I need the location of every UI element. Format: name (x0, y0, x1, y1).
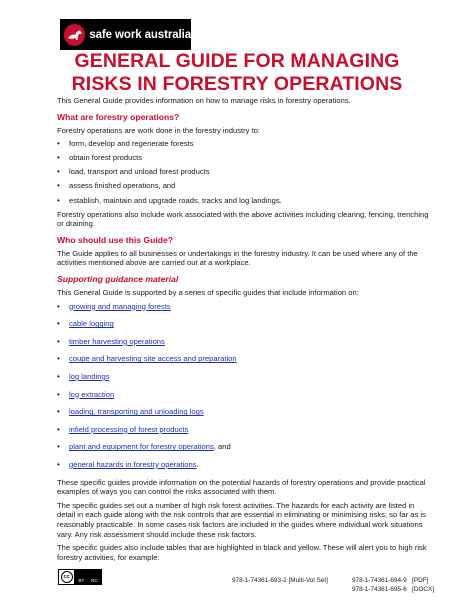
guide-link-infield-processing[interactable]: infield processing of forest products (69, 424, 189, 434)
isbn-pdf-row (352, 576, 434, 585)
intro-paragraph: This General Guide provides information on how to manage risks in forestry operations. (57, 96, 351, 105)
safe-work-australia-logo (60, 19, 191, 50)
footer-isbn-formats (352, 576, 434, 594)
isbn-docx: 978-1-74361-695-6 (352, 586, 407, 593)
guide-link-plant-equipment[interactable]: plant and equipment for forestry operations (69, 442, 214, 452)
guide-link-coupe-site-access[interactable]: coupe and harvesting site access and preparation (69, 354, 237, 364)
guide-link-loading-transporting[interactable]: loading, transporting and unloading logs (69, 407, 204, 417)
guide-link-log-extraction[interactable]: log extraction (69, 389, 115, 399)
list-item (57, 372, 429, 382)
list-item: • obtain forest products (57, 153, 429, 163)
section2-body: The Guide applies to all businesses or undertakings in the forestry industry. It can be used where any of the activities mentioned above are carried out at a workplace. (57, 248, 418, 268)
list-item (57, 460, 429, 470)
section3-para1: These specific guides provide information on the potential hazards of forestry operations and provide practical examples of ways you can control the risks associated with them. (57, 477, 426, 497)
isbn-pdf: 978-1-74361-694-9 (352, 577, 407, 584)
list-item (57, 442, 429, 452)
list-item (57, 354, 429, 364)
creative-commons-license-badge[interactable] (58, 569, 102, 585)
forestry-operations-list (57, 139, 429, 205)
specific-guides-list (57, 302, 429, 470)
isbn-pdf-label: [PDF] (412, 577, 429, 584)
list-item: • load, transport and unload forest products (57, 167, 429, 177)
cc-nc-label: NC (91, 578, 98, 583)
list-item: • establish, maintain and upgrade roads, tracks and log landings. (57, 196, 429, 206)
list-item (57, 407, 429, 417)
section-heading-supporting-guidance: Supporting guidance material (57, 274, 179, 285)
kangaroo-icon (64, 24, 85, 46)
section1-after: Forestry operations also include work associated with the above activities including clearing, fencing, trenching or draining. (57, 209, 429, 229)
title-line-1: GENERAL GUIDE FOR MANAGING (74, 50, 400, 72)
page-title (0, 50, 474, 96)
list-item (57, 337, 429, 347)
list-item: • form, develop and regenerate forests (57, 139, 429, 149)
guide-link-growing-managing-forests[interactable]: growing and managing forests (69, 301, 171, 311)
guide-link-log-landings[interactable]: log landings (69, 372, 110, 381)
list-item (57, 425, 429, 435)
section3-lead: This General Guide is supported by a series of specific guides that include information on: (57, 288, 359, 298)
list-item (57, 390, 429, 400)
list-item: • assess finished operations, and (57, 181, 429, 191)
cc-by-label: BY (78, 578, 85, 583)
isbn-docx-label: [DOCX] (412, 586, 435, 593)
guide-link-cable-logging[interactable]: cable logging (69, 319, 114, 329)
list-item (57, 302, 429, 312)
section-heading-forestry-operations: What are forestry operations? (57, 111, 180, 122)
section3-para2: The specific guides set out a number of high risk forest activities. The hazards for each activity are listed in detail in each guide along with the risk controls that are essential in eliminating or minimising risks, so far as is reasonably practicable. In some cases risk factors are included in the guides where individual work situations vary. Any risk assessment should include these risk factors. (57, 500, 426, 539)
isbn-multi-vol: 978-1-74361-693-2 [Multi-Vol Set] (232, 577, 328, 584)
cc-icon: cc (61, 571, 73, 583)
isbn-docx-row (352, 585, 434, 594)
guide-link-general-hazards[interactable]: general hazards in forestry operations (69, 459, 197, 469)
section1-lead: Forestry operations are work done in the forestry industry to: (57, 125, 261, 135)
list-item (57, 319, 429, 329)
cc-terms (75, 570, 101, 584)
section-heading-who-should-use: Who should use this Guide? (57, 234, 174, 245)
link-suffix: , and (213, 442, 231, 452)
cc-logo-area (59, 570, 75, 584)
title-line-2: RISKS IN FORESTRY OPERATIONS (71, 73, 403, 95)
section3-para3: The specific guides also include tables that are highlighted in black and yellow. These will alert you to high risk forestry activities, for example: (57, 543, 427, 562)
document-body (57, 96, 429, 566)
footer-isbn-set (232, 576, 328, 585)
logo-text: safe work australia (89, 28, 191, 41)
guide-link-timber-harvesting[interactable]: timber harvesting operations (69, 336, 165, 346)
link-suffix: . (196, 459, 199, 469)
